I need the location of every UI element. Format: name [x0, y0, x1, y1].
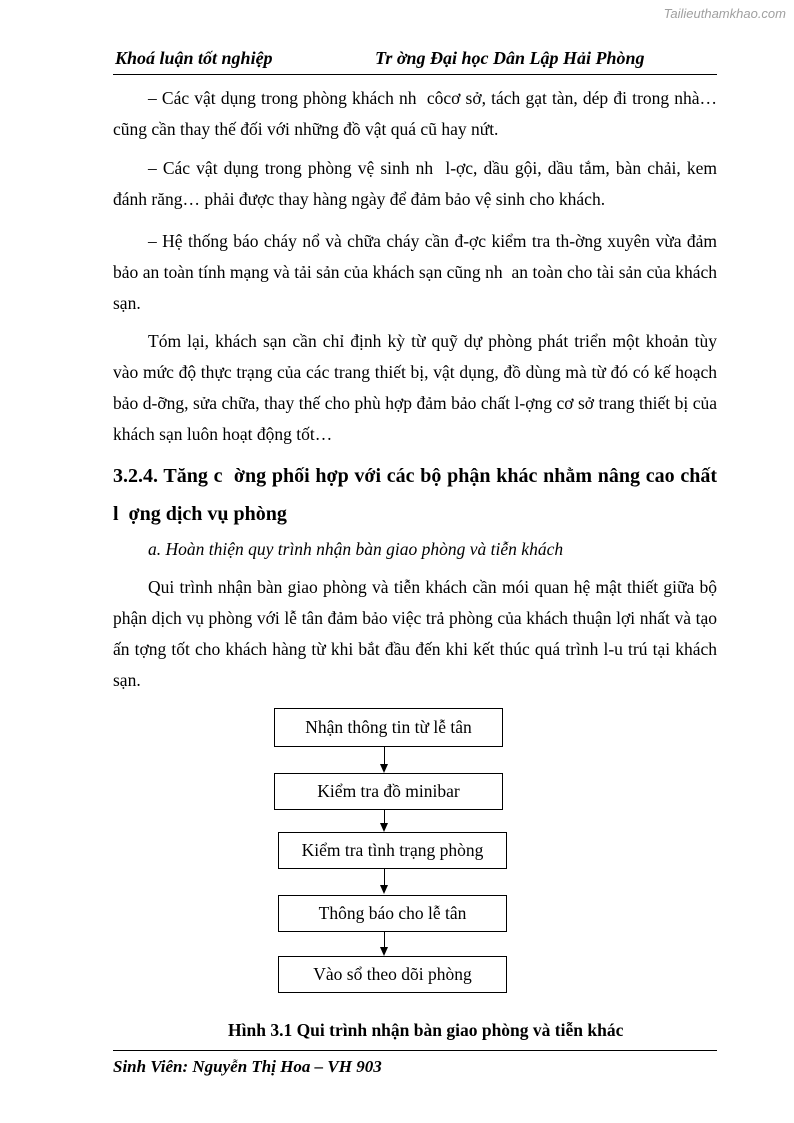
flow-step-check-room: Kiểm tra tình trạng phòng	[278, 832, 507, 869]
footer-student: Sinh Viên: Nguyễn Thị Hoa – VH 903	[113, 1057, 382, 1076]
header-thesis-title: Khoá luận tốt nghiệp	[115, 48, 273, 68]
paragraph-bathroom-items: – Các vật dụng trong phòng vệ sinh nh l-ợc, dầu gội, dầu tắm, bàn chải, kem đánh răng… phải được thay hàng ngày để đảm bảo vệ sinh cho khách.	[113, 158, 717, 209]
paragraph-procedure-intro: Qui trình nhận bàn giao phòng và tiễn khách cần mói quan hệ mật thiết giữa bộ phận dịch vụ phòng với lễ tân đảm bảo việc trả phòng của khách thuận lợi nhất và tạo ấn tợng tốt cho khách hàng từ khi bắt đầu đến khi kết thúc quá trình l-u trú tại khách sạn.	[113, 577, 717, 690]
flow-step-check-minibar: Kiểm tra đồ minibar	[274, 773, 503, 810]
paragraph-summary: Tóm lại, khách sạn cần chỉ định kỳ từ quỹ dự phòng phát triển một khoản tùy vào mức độ thực trạng của các trang thiết bị, vật dụng, đồ dùng mà từ đó có kế hoạch bảo d-ỡng, sửa chữa, thay thế cho phù hợp đảm bảo chất l-ợng cơ sở trang thiết bị của khách sạn luôn hoạt động tốt…	[113, 331, 717, 444]
flow-arrow	[384, 746, 386, 773]
figure-caption: Hình 3.1 Qui trình nhận bàn giao phòng và tiễn khác	[228, 1020, 624, 1040]
flow-arrow	[384, 868, 386, 894]
paragraph-fire-safety: – Hệ thống báo cháy nổ và chữa cháy cần đ-ợc kiểm tra th-ờng xuyên vừa đảm bảo an toàn tính mạng và tải sản của khách sạn cũng nh an toàn cho tài sản của khách sạn.	[113, 231, 717, 313]
flow-step-notify-reception: Thông báo cho lễ tân	[278, 895, 507, 932]
flow-step-receive-info: Nhận thông tin từ lễ tân	[274, 708, 503, 747]
flow-arrow	[384, 809, 386, 832]
watermark: Tailieuthamkhao.com	[663, 6, 786, 21]
header-university: Tr ờng Đại học Dân Lập Hải Phòng	[375, 48, 645, 68]
section-heading: 3.2.4. Tăng c ờng phối hợp với các bộ phận khác nhằm nâng cao chất l ợng dịch vụ phòng	[113, 465, 717, 525]
subsection-heading: a. Hoàn thiện quy trình nhận bàn giao phòng và tiễn khách	[148, 539, 564, 559]
paragraph-living-room-items: – Các vật dụng trong phòng khách nh côcơ sở, tách gạt tàn, dép đi trong nhà… cũng cần thay thế đối với những đồ vật quá cũ hay nứt.	[113, 88, 717, 139]
page-header	[113, 46, 717, 75]
flow-arrow	[384, 931, 386, 956]
flow-step-log-room: Vào sổ theo dõi phòng	[278, 956, 507, 993]
page-footer	[113, 1050, 717, 1077]
